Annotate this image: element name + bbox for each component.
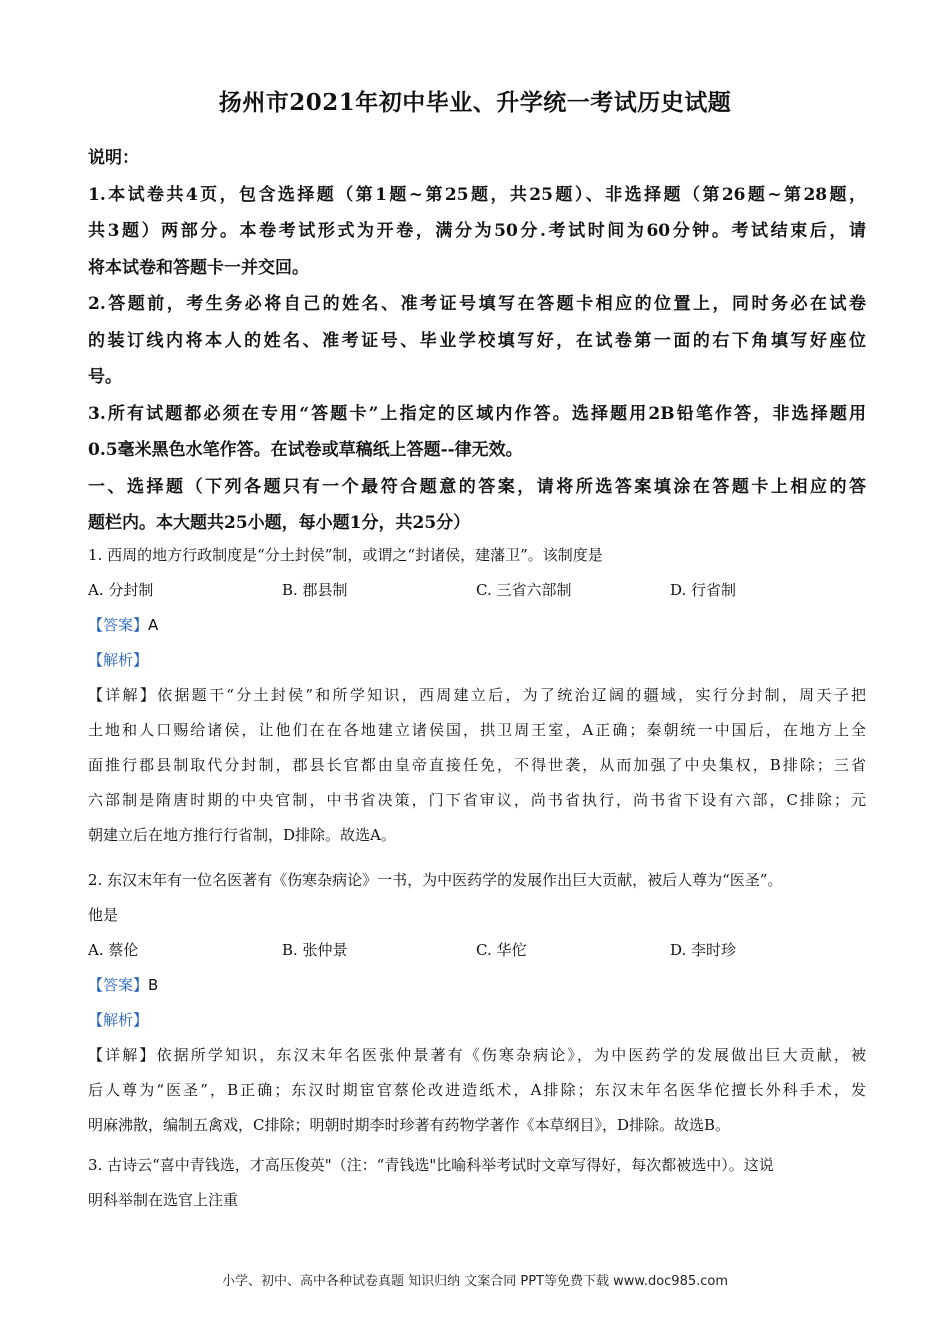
detail-text: 依据所学知识，东汉末年名医张仲景著有《伤寒杂病论》，为中医药学的发展做出巨大贡献，被	[156, 1046, 866, 1064]
detail-tag: 【详解】	[88, 686, 158, 704]
page-footer: 小学、初中、高中各种试卷真题 知识归纳 文案合同 PPT等免费下载 www.doc985.com	[221, 1274, 729, 1289]
option-d: D. 李时珍	[670, 941, 737, 959]
detail-line: 土地和人口赐给诸侯，让他们在在各地建立诸侯国，拱卫周王室，A正确；秦朝统一中国后，在地方上全	[88, 721, 866, 739]
instruction-line: 将本试卷和答题卡一并交回。	[88, 257, 309, 278]
page-title: 扬州市2021年初中毕业、升学统一考试历史试题	[218, 89, 732, 116]
instructions	[88, 140, 866, 542]
answer-value: B	[148, 976, 159, 994]
detail-tag: 【详解】	[88, 1046, 157, 1064]
analysis-line	[88, 643, 866, 678]
answer-value: A	[148, 616, 159, 634]
analysis-tag: 【解析】	[88, 651, 149, 669]
answer-tag: 【答案】	[88, 616, 149, 634]
answer-line	[88, 608, 866, 643]
instruction-heading: 说明：	[88, 148, 139, 168]
analysis-line	[88, 1003, 866, 1038]
question-stem: 2. 东汉末年有一位名医著有《伤寒杂病论》一书，为中医药学的发展作出巨大贡献，被后人尊为“医圣”。	[88, 871, 783, 889]
answer-line	[88, 968, 866, 1003]
option-c: C. 三省六部制	[476, 581, 572, 599]
instruction-line: 1.本试卷共4页，包含选择题（第1题~第25题，共25题）、非选择题（第26题~第28题，	[88, 184, 866, 205]
option-b: B. 张仲景	[282, 941, 348, 959]
question-stem: 3. 古诗云“喜中青钱选，才高压俊英"（注：“青钱选"比喻科举考试时文章写得好，每次都被选中）。这说	[88, 1156, 774, 1174]
option-b: B. 郡县制	[282, 581, 348, 599]
analysis-tag: 【解析】	[88, 1011, 149, 1029]
instruction-line: 3.所有试题都必须在专用“答题卡”上指定的区域内作答。选择题用2B铅笔作答，非选择题用	[88, 403, 866, 424]
detail-line: 明麻沸散，编制五禽戏，C排除；明朝时期李时珍著有药物学著作《本草纲目》，D排除。故选B。	[88, 1116, 731, 1134]
question-3	[88, 1148, 866, 1218]
question-2	[88, 863, 866, 1143]
option-a: A. 蔡伦	[88, 941, 139, 959]
question-1	[88, 538, 866, 853]
instruction-line: 2.答题前，考生务必将自己的姓名、准考证号填写在答题卡相应的位置上，同时务必在试卷	[88, 294, 866, 314]
options	[88, 933, 866, 968]
question-stem: 他是	[88, 906, 119, 924]
instruction-line: 共3题）两部分。本卷考试形式为开卷，满分为50分.考试时间为60分钟。考试结束后，请	[88, 221, 866, 241]
detail-line	[88, 678, 866, 713]
instruction-line: 号。	[88, 367, 122, 387]
section-heading: 题栏内。本大题共25小题，每小题1分，共25分）	[88, 513, 471, 533]
option-c: C. 华佗	[476, 941, 527, 959]
detail-text: 依据题干“分土封侯”和所学知识，西周建立后，为了统治辽阔的疆域，实行分封制，周天子把	[157, 686, 866, 704]
option-d: D. 行省制	[670, 581, 737, 599]
detail-line: 六部制是隋唐时期的中央官制，中书省决策，门下省审议，尚书省执行，尚书省下设有六部，C排除；元	[88, 791, 866, 809]
detail-line: 后人尊为“医圣”，B正确；东汉时期宦官蔡伦改进造纸术，A排除；东汉末年名医华佗擅长外科手术，发	[88, 1081, 866, 1099]
instruction-line: 0.5毫米黑色水笔作答。在试卷或草稿纸上答题--律无效。	[88, 440, 523, 460]
question-stem: 1. 西周的地方行政制度是“分土封侯”制，或谓之“封诸侯，建藩卫”。该制度是	[88, 546, 603, 564]
options	[88, 573, 866, 608]
section-heading: 一、选择题（下列各题只有一个最符合题意的答案，请将所选答案填涂在答题卡上相应的答	[88, 476, 866, 497]
instruction-line: 的装订线内将本人的姓名、准考证号、毕业学校填写好，在试卷第一面的右下角填写好座位	[88, 330, 866, 351]
detail-line: 朝建立后在地方推行行省制，D排除。故选A。	[88, 826, 396, 844]
question-stem: 明科举制在选官上注重	[88, 1191, 239, 1209]
detail-line: 面推行郡县制取代分封制，郡县长官都由皇帝直接任免，不得世袭，从而加强了中央集权，B排除；三省	[88, 756, 866, 774]
detail-line	[88, 1038, 866, 1073]
option-a: A. 分封制	[88, 581, 154, 599]
answer-tag: 【答案】	[88, 976, 149, 994]
